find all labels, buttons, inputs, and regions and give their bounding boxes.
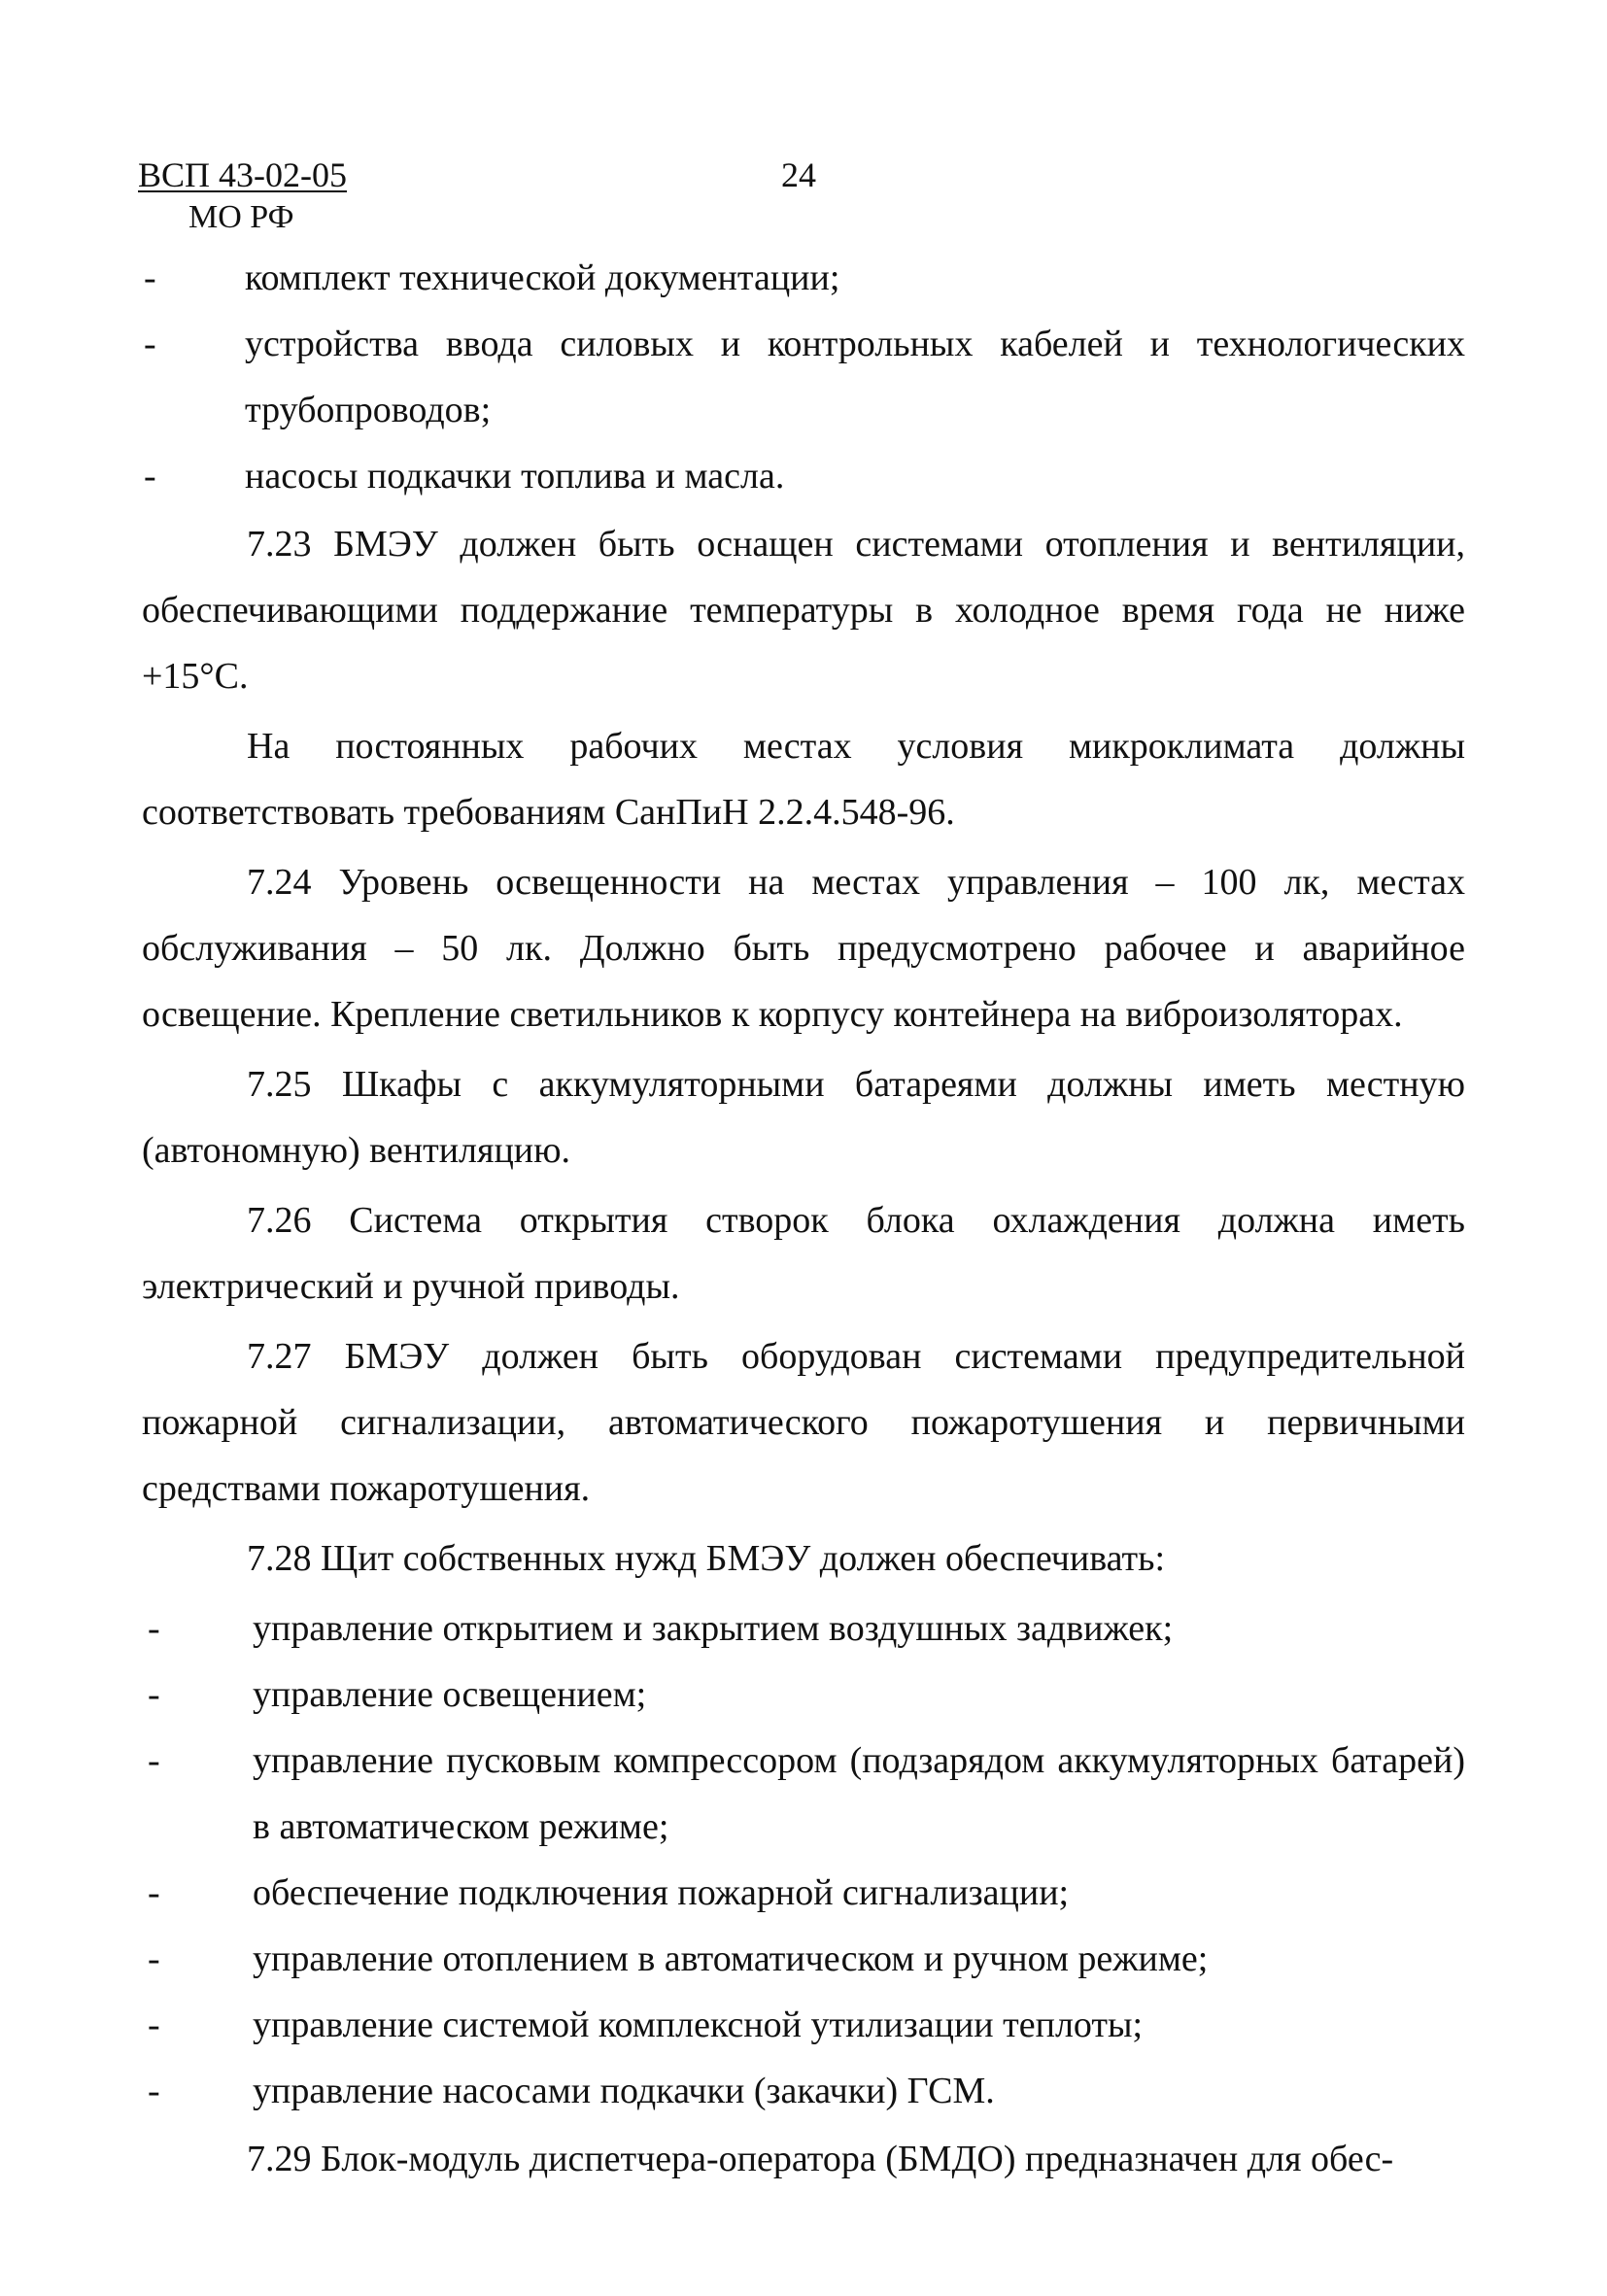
paragraph-7-29: 7.29 Блок-модуль диспетчера-оператора (БМДО) предназначен для обес-	[247, 2139, 1394, 2179]
bullet-dash: -	[148, 1674, 160, 1715]
list-item	[142, 1860, 1465, 1926]
list-item-text: управление насосами подкачки (закачки) ГСМ.	[253, 2071, 995, 2111]
list-item-text: управление открытием и закрытием воздушных задвижек;	[253, 1608, 1174, 1649]
list-item-text: управление пусковым компрессором (подзарядом аккумуляторных батарей) в автоматическом режиме;	[253, 1740, 1465, 1847]
list-item	[142, 245, 1465, 311]
list-item	[142, 1595, 1465, 1662]
bullet-dash: -	[144, 456, 156, 497]
list-item	[142, 1662, 1465, 1728]
paragraph-7-26: 7.26 Система открытия створок блока охлаждения должна иметь электрический и ручной приводы.	[142, 1200, 1465, 1307]
list-item	[142, 443, 1465, 509]
page-number: 24	[781, 155, 816, 194]
bullet-dash: -	[148, 1740, 160, 1781]
document-code: ВСП 43-02-05	[138, 155, 347, 194]
bullet-dash: -	[144, 257, 156, 298]
list-item-text: насосы подкачки топлива и масла.	[245, 456, 785, 497]
document-body	[142, 245, 1465, 2196]
paragraph-7-28: 7.28 Щит собственных нужд БМЭУ должен обеспечивать:	[247, 1538, 1166, 1579]
paragraph-7-25: 7.25 Шкафы с аккумуляторными батареями должны иметь местную (автономную) вентиляцию.	[142, 1064, 1465, 1171]
list-item	[142, 2058, 1465, 2124]
bullet-dash: -	[148, 1608, 160, 1649]
bullet-dash: -	[148, 1938, 160, 1979]
bullet-dash: -	[148, 1872, 160, 1913]
list-item-text: управление системой комплексной утилизации теплоты;	[253, 2005, 1144, 2045]
list-item-text: управление отоплением в автоматическом и ручном режиме;	[253, 1938, 1209, 1979]
list-item	[142, 311, 1465, 443]
document-organization: МО РФ	[188, 199, 294, 235]
list-item	[142, 1728, 1465, 1860]
list-item-text: устройства ввода силовых и контрольных кабелей и технологических трубопроводов;	[245, 324, 1465, 430]
paragraph-microclimate: На постоянных рабочих местах условия микроклимата должны соответствовать требованиям СанПиН 2.2.4.548-96.	[142, 726, 1465, 833]
list-item	[142, 1926, 1465, 1992]
paragraph-7-24: 7.24 Уровень освещенности на местах управления – 100 лк, местах обслуживания – 50 лк. Должно быть предусмотрено рабочее и аварийное освещение. Крепление светильников к корпусу контейнера на виброизоляторах.	[142, 862, 1465, 1035]
bullet-dash: -	[148, 2071, 160, 2111]
list-item	[142, 1992, 1465, 2058]
paragraph-7-27: 7.27 БМЭУ должен быть оборудован системами предупредительной пожарной сигнализации, автоматического пожаротушения и первичными средствами пожаротушения.	[142, 1336, 1465, 1509]
bullet-dash: -	[148, 2005, 160, 2045]
bullet-dash: -	[144, 324, 156, 364]
list-item-text: управление освещением;	[253, 1674, 647, 1715]
paragraph-7-23: 7.23 БМЭУ должен быть оснащен системами отопления и вентиляции, обеспечивающими поддержание температуры в холодное время года не ниже +15°С.	[142, 524, 1465, 697]
list-item-text: обеспечение подключения пожарной сигнализации;	[253, 1872, 1070, 1913]
list-item-text: комплект технической документации;	[245, 257, 840, 298]
